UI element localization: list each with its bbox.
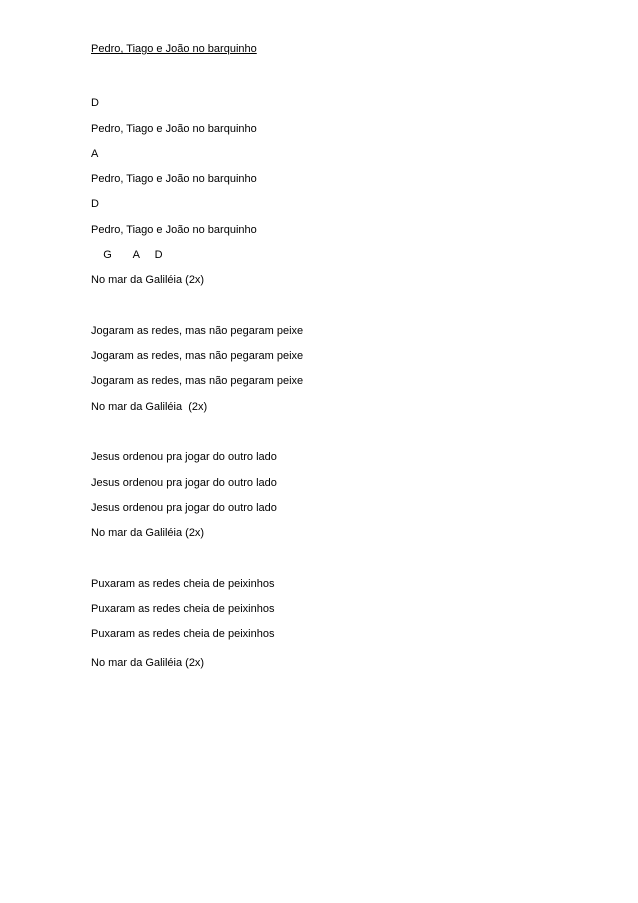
lyric-line: Pedro, Tiago e João no barquinho (91, 173, 257, 185)
chord-line: G A D (91, 249, 163, 261)
chord-line: A (91, 148, 99, 160)
lyric-line: Pedro, Tiago e João no barquinho (91, 224, 257, 236)
lyric-line: Jesus ordenou pra jogar do outro lado (91, 477, 277, 489)
chord-line: D (91, 97, 99, 109)
chord-line: D (91, 198, 99, 210)
lyric-line: Jesus ordenou pra jogar do outro lado (91, 451, 277, 463)
lyric-line: Jogaram as redes, mas não pegaram peixe (91, 375, 304, 387)
lyric-line: Puxaram as redes cheia de peixinhos (91, 603, 275, 615)
lyric-line: Jogaram as redes, mas não pegaram peixe (91, 325, 304, 337)
lyric-line: No mar da Galiléia (2x) (91, 657, 205, 669)
lyric-line: Pedro, Tiago e João no barquinho (91, 123, 257, 135)
lyric-line: No mar da Galiléia (2x) (91, 527, 205, 539)
lyric-line: Jogaram as redes, mas não pegaram peixe (91, 350, 304, 362)
lyric-line: No mar da Galiléia (2x) (91, 274, 205, 286)
song-title: Pedro, Tiago e João no barquinho (91, 43, 257, 55)
lyric-line: Puxaram as redes cheia de peixinhos (91, 628, 275, 640)
lyric-line: No mar da Galiléia (2x) (91, 401, 208, 413)
lyric-line: Puxaram as redes cheia de peixinhos (91, 578, 275, 590)
lyric-line: Jesus ordenou pra jogar do outro lado (91, 502, 277, 514)
